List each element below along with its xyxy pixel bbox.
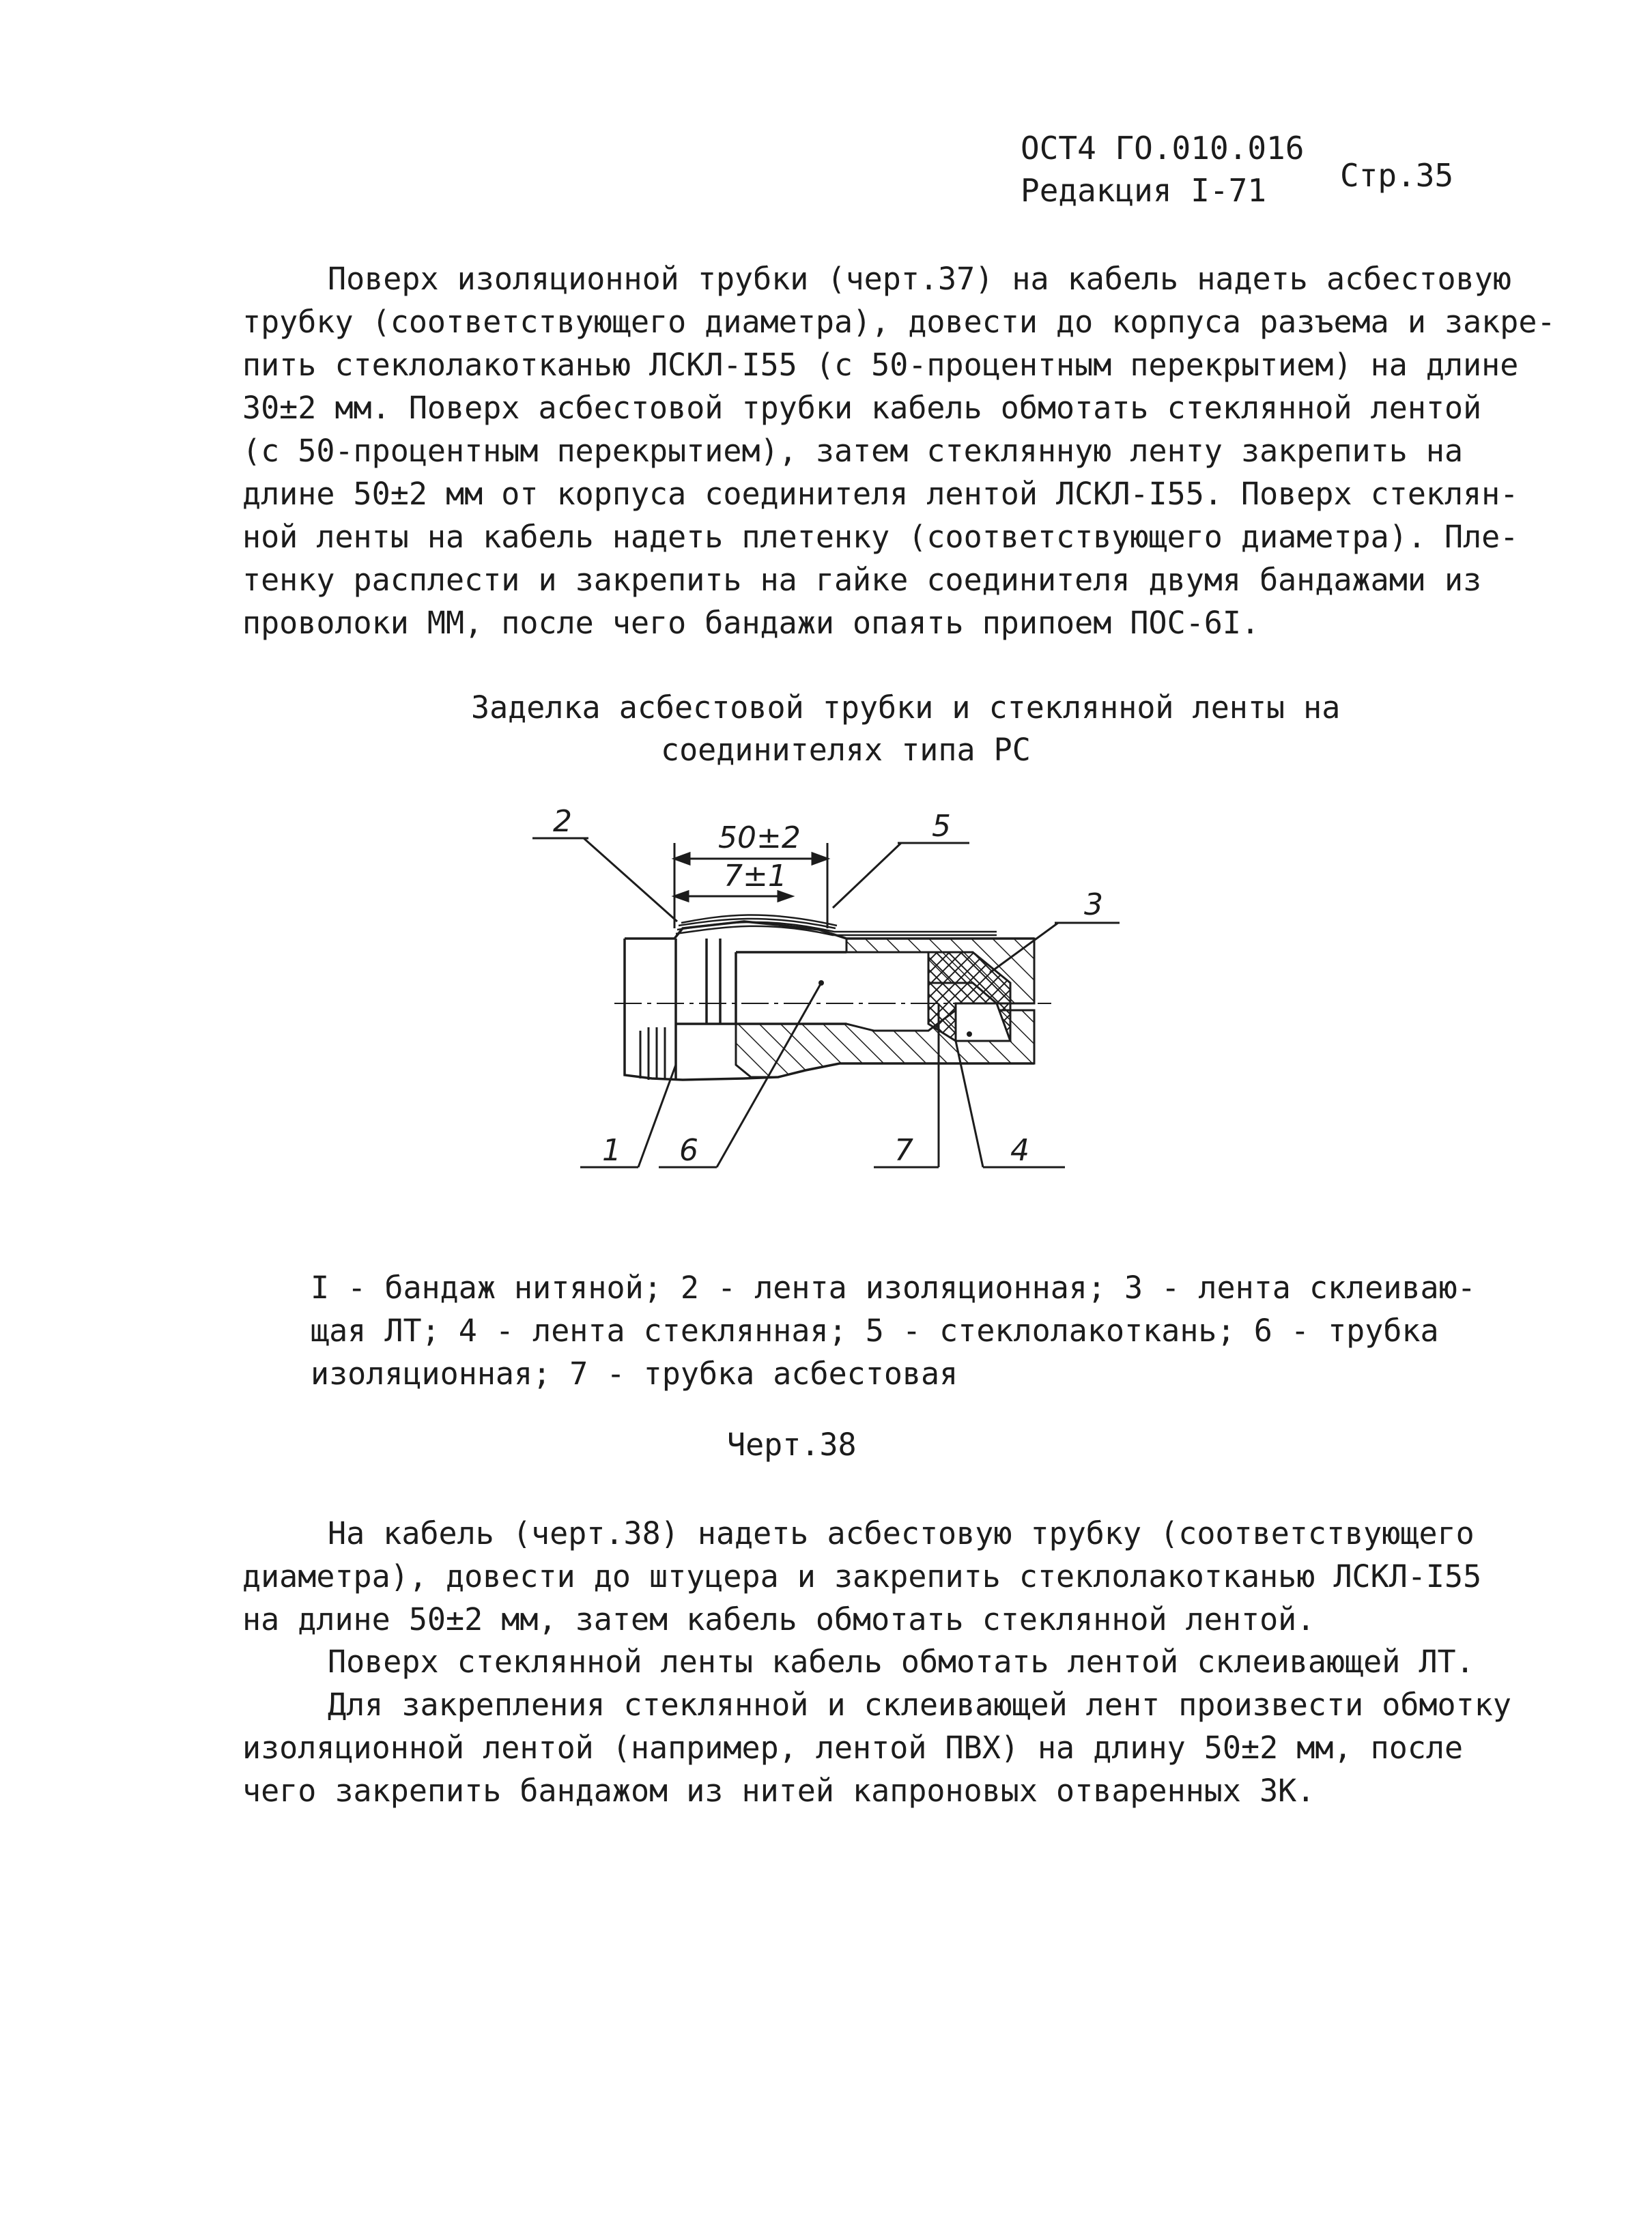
figure-caption: Черт.38 xyxy=(727,1427,857,1463)
text-line: трубку (соответствующего диаметра), довести до корпуса разъема и закре- xyxy=(242,304,1556,340)
figure-title-line-2: соединителях типа РС xyxy=(661,732,1031,768)
paragraph-3 xyxy=(328,1640,1475,1683)
text-line: чего закрепить бандажом из нитей капроновых отваренных ЗК. xyxy=(242,1773,1315,1809)
edition-label: Редакция I-71 xyxy=(1021,172,1267,209)
tape-layers xyxy=(676,915,997,935)
dimension-7-label: 7±1 xyxy=(724,859,787,893)
paragraph-2 xyxy=(242,1512,1481,1641)
text-line: ной ленты на кабель надеть плетенку (соответствующего диаметра). Пле- xyxy=(242,519,1519,555)
callout-2: 2 xyxy=(553,805,572,839)
dimension-50-label: 50±2 xyxy=(718,820,801,855)
figure-title-line-1: Заделка асбестовой трубки и стеклянной ленты на xyxy=(471,689,1341,726)
text-line: длине 50±2 мм от корпуса соединителя лентой ЛСКЛ-I55. Поверх стеклян- xyxy=(242,476,1519,512)
paragraph-4 xyxy=(242,1683,1511,1812)
page-number: Стр.35 xyxy=(1340,157,1454,194)
text-line: изоляционной лентой (например, лентой ПВХ) на длину 50±2 мм, после xyxy=(242,1730,1464,1766)
callout-5: 5 xyxy=(932,809,951,844)
text-line: диаметра), довести до штуцера и закрепить стеклолакотканью ЛСКЛ-I55 xyxy=(242,1558,1482,1594)
legend-line: I - бандаж нитяной; 2 - лента изоляционная; 3 - лента склеиваю- xyxy=(311,1270,1476,1306)
callout-4: 4 xyxy=(1010,1133,1029,1168)
legend-line: изоляционная; 7 - трубка асбестовая xyxy=(311,1356,958,1392)
callout-1: 1 xyxy=(602,1133,621,1168)
text-line: проволоки ММ, после чего бандажи опаять припоем ПОС-6I. xyxy=(242,605,1260,641)
text-line: пить стеклолакотканью ЛСКЛ-I55 (с 50-процентным перекрытием) на длине xyxy=(242,347,1519,383)
text-line: (с 50-процентным перекрытием), затем стеклянную ленту закрепить на xyxy=(242,433,1464,469)
text-line: на длине 50±2 мм, затем кабель обмотать стеклянной лентой. xyxy=(242,1601,1315,1637)
text-line: тенку расплести и закрепить на гайке соединителя двумя бандажами из xyxy=(242,562,1482,598)
callout-7: 7 xyxy=(894,1133,913,1168)
text-line: На кабель (черт.38) надеть асбестовую трубку (соответствующего xyxy=(328,1515,1475,1551)
legend-line: щая ЛТ; 4 - лента стеклянная; 5 - стеклолакоткань; 6 - трубка xyxy=(311,1313,1439,1349)
document-code: ОСТ4 ГО.010.016 xyxy=(1021,130,1305,167)
paragraph-1 xyxy=(242,257,1556,644)
text-line: Поверх изоляционной трубки (черт.37) на кабель надеть асбестовую xyxy=(328,261,1511,297)
text-line: Поверх стеклянной ленты кабель обмотать лентой склеивающей ЛТ. xyxy=(328,1644,1475,1680)
connector-drawing xyxy=(519,805,1133,1201)
text-line: 30±2 мм. Поверх асбестовой трубки кабель обмотать стеклянной лентой xyxy=(242,390,1482,426)
callout-6: 6 xyxy=(679,1133,698,1168)
callout-3: 3 xyxy=(1084,887,1103,922)
thread-binding xyxy=(640,1027,665,1080)
figure-legend xyxy=(311,1266,1476,1395)
text-line: Для закрепления стеклянной и склеивающей лент произвести обмотку xyxy=(328,1687,1511,1723)
